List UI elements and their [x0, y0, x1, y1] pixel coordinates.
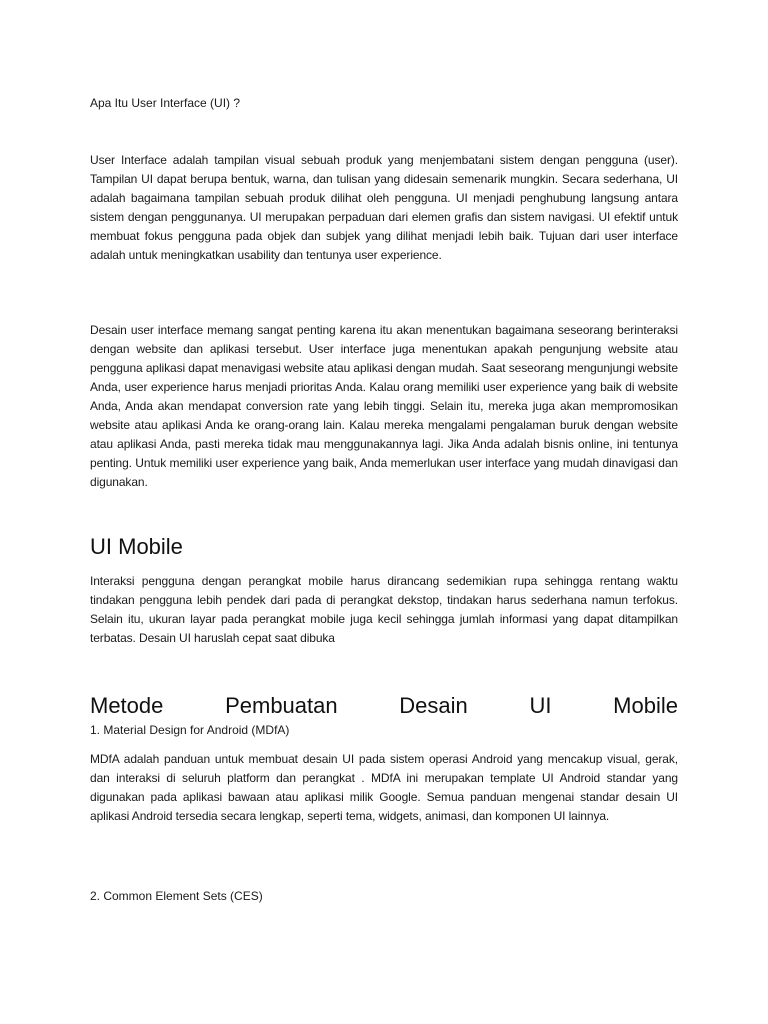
- paragraph-ui-mobile: Interaksi pengguna dengan perangkat mobile harus dirancang sedemikian rupa sehingga rentang waktu tindakan pengguna lebih pendek dari pada di perangkat dekstop, tindakan harus sederhana namun terfokus. Selain itu, ukuran layar pada perangkat mobile juga kecil sehingga jumlah informasi yang dapat ditampilkan terbatas. Desain UI haruslah cepat saat dibuka: [90, 574, 678, 645]
- heading-word: Mobile: [613, 693, 678, 718]
- paragraph-ui-importance: Desain user interface memang sangat penting karena itu akan menentukan bagaimana seseorang berinteraksi dengan website dan aplikasi tersebut. User interface juga menentukan apakah pengunjung website atau pengguna aplikasi dapat menavigasi website atau aplikasi dengan mudah. Saat seseorang mengunjungi website Anda, user experience harus menjadi prioritas Anda. Kalau orang memiliki user experience yang baik di website Anda, Anda akan mendapat conversion rate yang lebih tinggi. Selain itu, mereka juga akan mempromosikan website atau aplikasi Anda ke orang-orang lain. Kalau mereka mengalami pengalaman buruk dengan website atau aplikasi Anda, pasti mereka tidak mau menggunakannya lagi. Jika Anda adalah bisnis online, ini tentunya penting. Untuk memiliki user experience yang baik, Anda memerlukan user interface yang mudah dinavigasi dan digunakan.: [90, 323, 678, 489]
- heading-word: Metode: [90, 693, 164, 718]
- heading-ui-mobile: UI Mobile: [90, 534, 183, 559]
- heading-word: UI: [529, 693, 552, 718]
- heading-metode-pembuatan: [90, 692, 678, 720]
- heading-word: Desain: [399, 693, 468, 718]
- paragraph-mdfa: MDfA adalah panduan untuk membuat desain UI pada sistem operasi Android yang mencakup visual, gerak, dan interaksi di seluruh platform dan perangkat . MDfA ini merupakan template UI Android standar yang digunakan pada aplikasi bawaan atau aplikasi milik Google. Semua panduan mengenai standar desain UI aplikasi Android tersedia secara lengkap, seperti tema, widgets, animasi, dan komponen UI lainnya.: [90, 752, 678, 823]
- paragraph-ui-definition: User Interface adalah tampilan visual sebuah produk yang menjembatani sistem dengan pengguna (user). Tampilan UI dapat berupa bentuk, warna, dan tulisan yang didesain semenarik mungkin. Secara sederhana, UI adalah bagaimana tampilan sebuah produk dilihat oleh pengguna. UI menjadi penghubung langsung antara sistem dengan penggunanya. UI merupakan perpaduan dari elemen grafis dan sistem navigasi. UI efektif untuk membuat fokus pengguna pada objek dan subjek yang dilihat menjadi lebih baik. Tujuan dari user interface adalah untuk meningkatkan usability dan tentunya user experience.: [90, 153, 678, 262]
- page-title: Apa Itu User Interface (UI) ?: [90, 96, 241, 110]
- subheading-mdfa: 1. Material Design for Android (MDfA): [90, 723, 290, 737]
- heading-word: Pembuatan: [225, 693, 338, 718]
- subheading-ces: 2. Common Element Sets (CES): [90, 889, 263, 903]
